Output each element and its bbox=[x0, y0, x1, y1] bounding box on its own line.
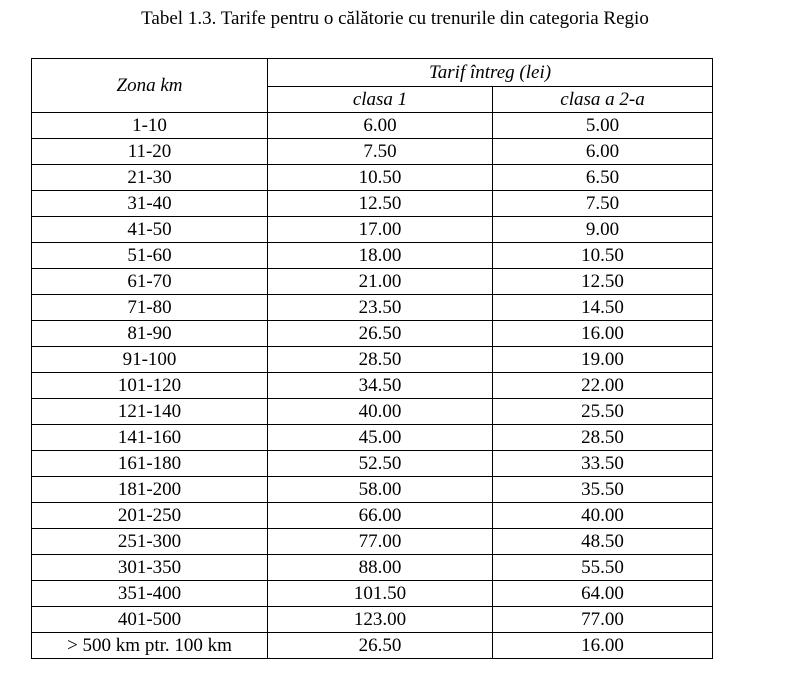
clasa-1-cell: 6.00 bbox=[268, 113, 493, 139]
clasa-1-cell: 40.00 bbox=[268, 399, 493, 425]
table-row bbox=[32, 295, 713, 321]
clasa-1-cell: 17.00 bbox=[268, 217, 493, 243]
zona-cell: 41-50 bbox=[32, 217, 268, 243]
clasa-2-cell: 40.00 bbox=[493, 503, 713, 529]
table-row bbox=[32, 555, 713, 581]
clasa-2-cell: 6.00 bbox=[493, 139, 713, 165]
table-row bbox=[32, 399, 713, 425]
zona-cell: 121-140 bbox=[32, 399, 268, 425]
clasa-1-cell: 21.00 bbox=[268, 269, 493, 295]
clasa-2-cell: 28.50 bbox=[493, 425, 713, 451]
table-row bbox=[32, 243, 713, 269]
clasa-1-cell: 26.50 bbox=[268, 633, 493, 659]
table-row bbox=[32, 373, 713, 399]
zona-cell: 21-30 bbox=[32, 165, 268, 191]
clasa-2-cell: 33.50 bbox=[493, 451, 713, 477]
clasa-1-cell: 26.50 bbox=[268, 321, 493, 347]
clasa-1-cell: 45.00 bbox=[268, 425, 493, 451]
zona-cell: 71-80 bbox=[32, 295, 268, 321]
table-row bbox=[32, 165, 713, 191]
clasa-1-cell: 58.00 bbox=[268, 477, 493, 503]
zona-cell: 181-200 bbox=[32, 477, 268, 503]
zona-cell: 401-500 bbox=[32, 607, 268, 633]
header-tarif: Tarif întreg (lei) bbox=[268, 59, 713, 87]
clasa-1-cell: 10.50 bbox=[268, 165, 493, 191]
fare-table bbox=[31, 58, 713, 659]
header-row bbox=[32, 59, 713, 87]
clasa-1-cell: 123.00 bbox=[268, 607, 493, 633]
clasa-1-cell: 28.50 bbox=[268, 347, 493, 373]
clasa-2-cell: 10.50 bbox=[493, 243, 713, 269]
clasa-1-cell: 34.50 bbox=[268, 373, 493, 399]
zona-cell: 101-120 bbox=[32, 373, 268, 399]
clasa-2-cell: 14.50 bbox=[493, 295, 713, 321]
header-clasa-2: clasa a 2-a bbox=[493, 87, 713, 113]
clasa-1-cell: 77.00 bbox=[268, 529, 493, 555]
clasa-2-cell: 22.00 bbox=[493, 373, 713, 399]
table-row bbox=[32, 425, 713, 451]
clasa-2-cell: 77.00 bbox=[493, 607, 713, 633]
zona-cell: 61-70 bbox=[32, 269, 268, 295]
clasa-1-cell: 18.00 bbox=[268, 243, 493, 269]
clasa-2-cell: 19.00 bbox=[493, 347, 713, 373]
clasa-2-cell: 6.50 bbox=[493, 165, 713, 191]
clasa-2-cell: 5.00 bbox=[493, 113, 713, 139]
zona-cell: 81-90 bbox=[32, 321, 268, 347]
zona-cell: 351-400 bbox=[32, 581, 268, 607]
zona-cell: 141-160 bbox=[32, 425, 268, 451]
clasa-1-cell: 12.50 bbox=[268, 191, 493, 217]
table-row bbox=[32, 217, 713, 243]
table-row bbox=[32, 529, 713, 555]
table-row bbox=[32, 607, 713, 633]
clasa-1-cell: 101.50 bbox=[268, 581, 493, 607]
clasa-2-cell: 7.50 bbox=[493, 191, 713, 217]
table-row bbox=[32, 347, 713, 373]
table-row bbox=[32, 477, 713, 503]
clasa-2-cell: 35.50 bbox=[493, 477, 713, 503]
zona-cell: 301-350 bbox=[32, 555, 268, 581]
clasa-1-cell: 88.00 bbox=[268, 555, 493, 581]
table-row bbox=[32, 191, 713, 217]
zona-cell: 1-10 bbox=[32, 113, 268, 139]
clasa-1-cell: 52.50 bbox=[268, 451, 493, 477]
clasa-2-cell: 64.00 bbox=[493, 581, 713, 607]
clasa-2-cell: 25.50 bbox=[493, 399, 713, 425]
table-row bbox=[32, 581, 713, 607]
table-caption: Tabel 1.3. Tarife pentru o călătorie cu trenurile din categoria Regio bbox=[141, 8, 649, 29]
zona-cell: 201-250 bbox=[32, 503, 268, 529]
zona-cell: 91-100 bbox=[32, 347, 268, 373]
table-row bbox=[32, 633, 713, 659]
table-body bbox=[32, 113, 713, 659]
clasa-1-cell: 7.50 bbox=[268, 139, 493, 165]
header-zona: Zona km bbox=[32, 59, 268, 113]
zona-cell: 31-40 bbox=[32, 191, 268, 217]
clasa-2-cell: 12.50 bbox=[493, 269, 713, 295]
table-row bbox=[32, 451, 713, 477]
clasa-1-cell: 23.50 bbox=[268, 295, 493, 321]
clasa-2-cell: 55.50 bbox=[493, 555, 713, 581]
zona-cell: 11-20 bbox=[32, 139, 268, 165]
clasa-2-cell: 9.00 bbox=[493, 217, 713, 243]
clasa-1-cell: 66.00 bbox=[268, 503, 493, 529]
clasa-2-cell: 16.00 bbox=[493, 633, 713, 659]
table-row bbox=[32, 113, 713, 139]
table-row bbox=[32, 269, 713, 295]
zona-cell: > 500 km ptr. 100 km bbox=[32, 633, 268, 659]
zona-cell: 251-300 bbox=[32, 529, 268, 555]
zona-cell: 51-60 bbox=[32, 243, 268, 269]
table-row bbox=[32, 503, 713, 529]
clasa-2-cell: 16.00 bbox=[493, 321, 713, 347]
table-row bbox=[32, 321, 713, 347]
clasa-2-cell: 48.50 bbox=[493, 529, 713, 555]
header-clasa-1: clasa 1 bbox=[268, 87, 493, 113]
zona-cell: 161-180 bbox=[32, 451, 268, 477]
table-row bbox=[32, 139, 713, 165]
